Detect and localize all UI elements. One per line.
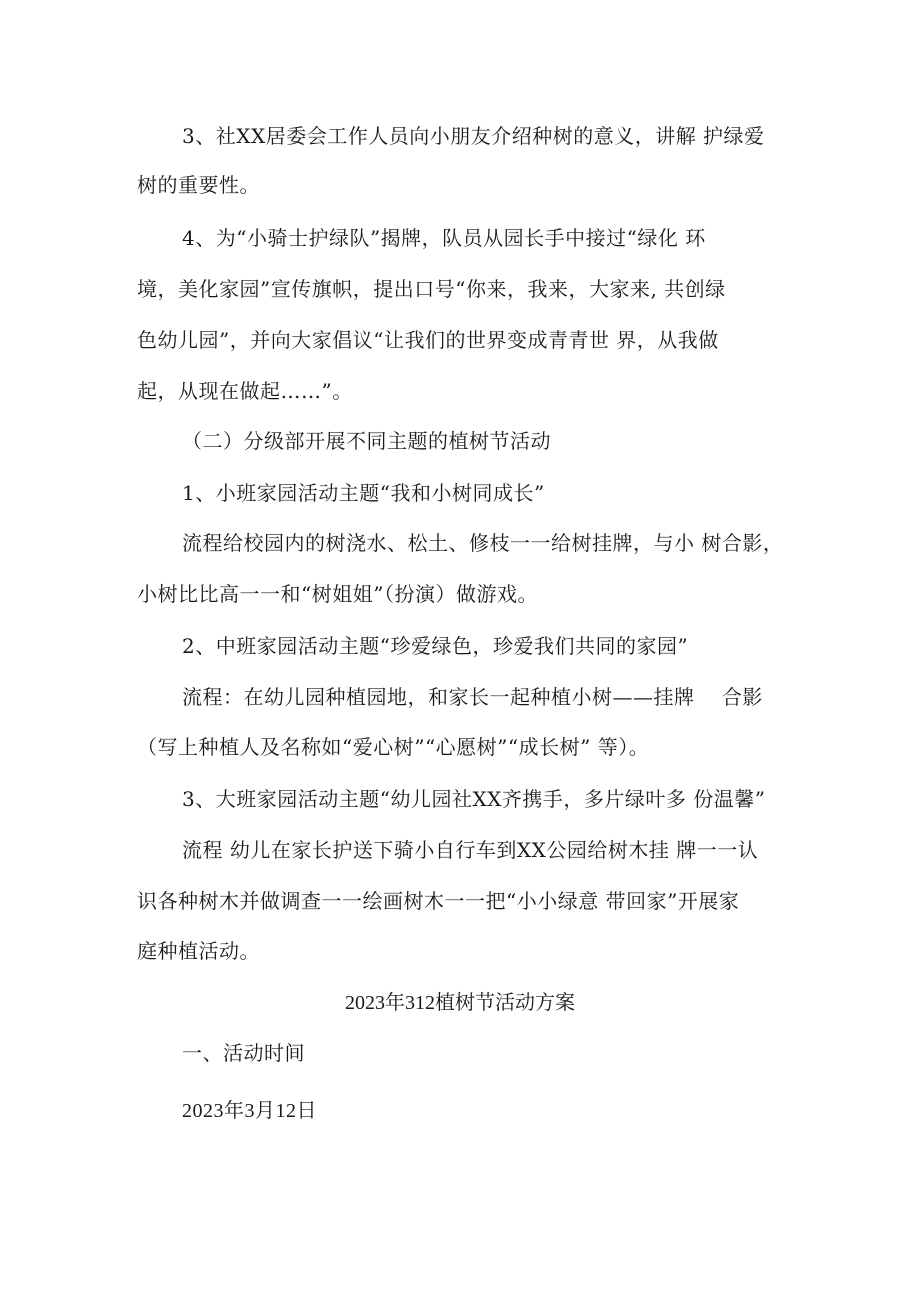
paragraph-line: 小树比比高一一和“树姐姐”（扮演）做游戏。 [137, 582, 538, 606]
paragraph-line: 2、中班家园活动主题“珍爱绿色，珍爱我们共同的家园” [182, 634, 689, 658]
paragraph-line: 流程：在幼儿园种植园地，和家长一起种植小树——挂牌 合影 [182, 685, 763, 709]
paragraph-line: 识各种树木并做调查一一绘画树木一一把“小小绿意 带回家”开展家 [137, 889, 740, 913]
paragraph-line: 流程给校园内的树浇水、松土、修枝一一给树挂牌，与小 树合影， [182, 531, 784, 555]
paragraph-line: 1、小班家园活动主题“我和小树同成长” [182, 481, 545, 505]
heading-activity-time: 一、活动时间 [182, 1041, 305, 1065]
paragraph-line: 色幼儿园”，并向大家倡议“让我们的世界变成青青世 界，从我做 [137, 328, 719, 352]
section-title: 2023年312植树节活动方案 [345, 992, 575, 1014]
paragraph-line: 境，美化家园”宣传旗帜，提出口号“你来，我来，大家来, 共创绿 [137, 277, 726, 301]
paragraph-line: 流程 幼儿在家长护送下骑小自行车到XX公园给树木挂 牌一一认 [182, 838, 759, 862]
paragraph-line: 树的重要性。 [137, 173, 260, 197]
paragraph-line: 4、为“小骑士护绿队”揭牌，队员从园长手中接过“绿化 环 [182, 226, 706, 250]
paragraph-line: 3、大班家园活动主题“幼儿园社XX齐携手，多片绿叶多 份温馨” [182, 787, 766, 811]
paragraph-line: （写上种植人及名称如“爱心树”“心愿树”“成长树” 等）。 [137, 735, 650, 759]
paragraph-line: 起，从现在做起……”。 [137, 379, 353, 403]
activity-date: 2023年3月12日 [182, 1100, 317, 1122]
paragraph-line: 3、社XX居委会工作人员向小朋友介绍种树的意义，讲解 护绿爱 [182, 124, 765, 148]
subheading: （二）分级部开展不同主题的植树节活动 [182, 429, 551, 453]
paragraph-line: 庭种植活动。 [137, 939, 260, 963]
